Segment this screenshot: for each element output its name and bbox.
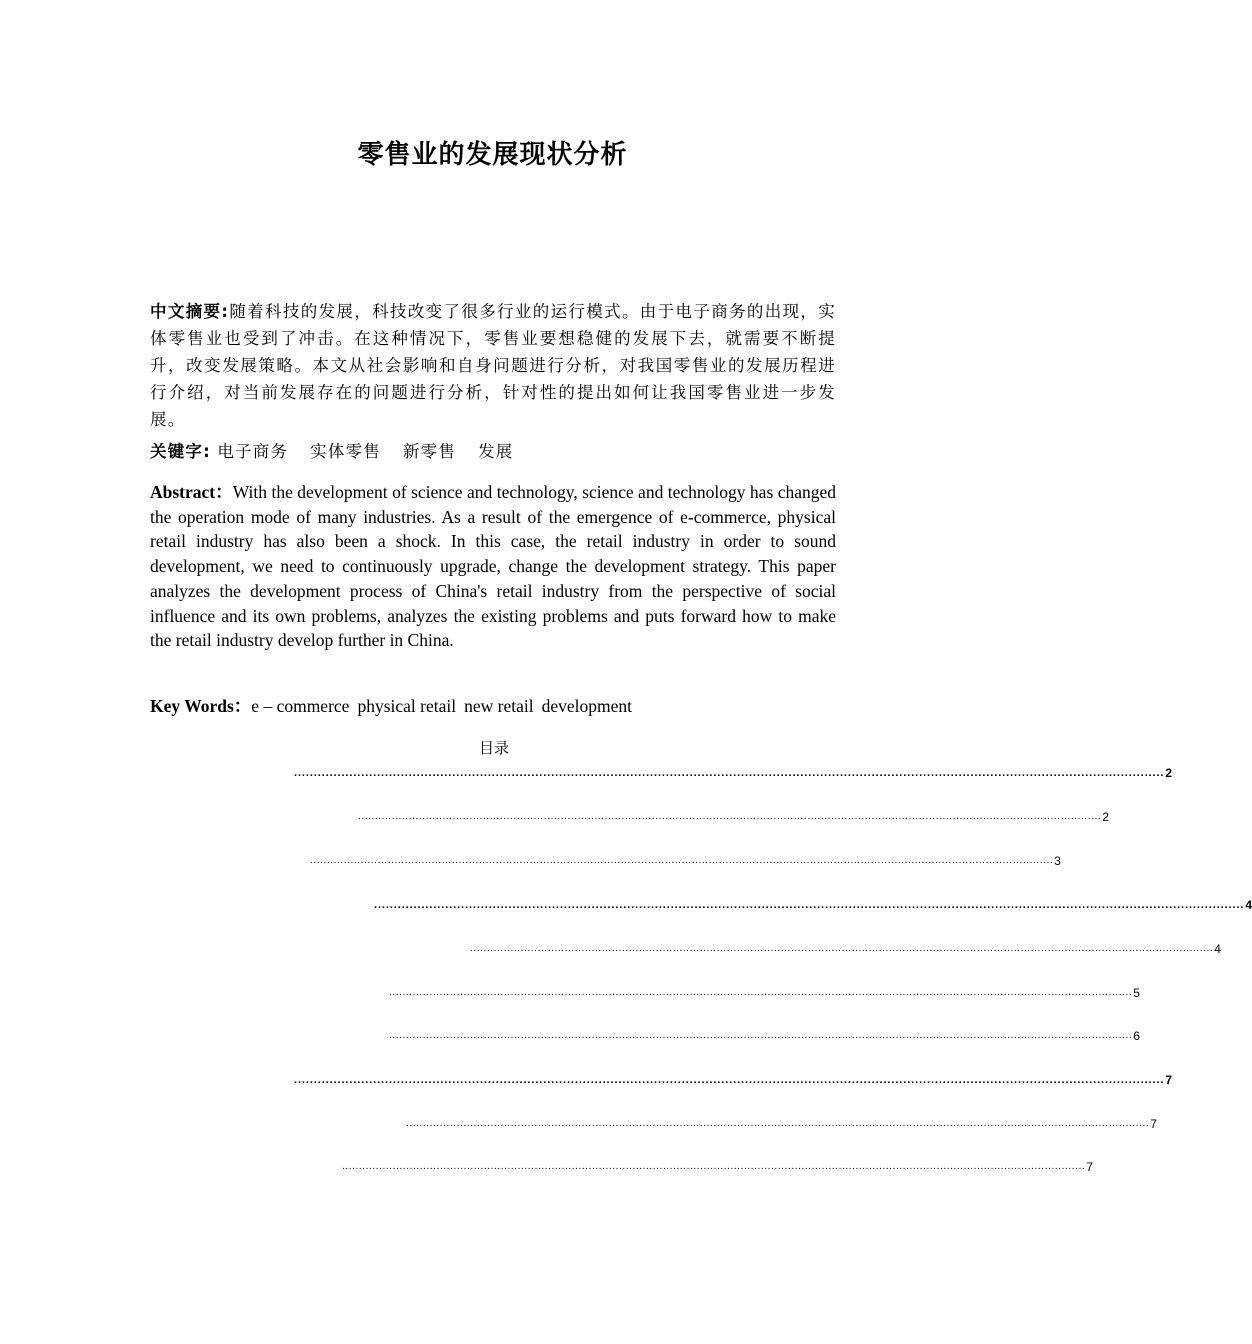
toc-leader-dots: ............................................................................................................................................................................................................................ xyxy=(406,1118,1150,1129)
chinese-keywords xyxy=(150,438,836,465)
toc-leader-dots: ............................................................................................................................................................................................................................ xyxy=(389,1030,1133,1041)
toc-leader-dots: ............................................................................................................................................................................................................................ xyxy=(310,855,1054,866)
toc-entry[interactable] xyxy=(294,1071,1173,1087)
toc-entry[interactable] xyxy=(389,984,1140,1000)
english-abstract xyxy=(150,480,836,653)
english-keyword: physical retail xyxy=(357,696,457,716)
toc-leader-dots: ............................................................................................................................................................................................................................ xyxy=(294,1074,1165,1086)
toc-entry[interactable] xyxy=(358,808,1109,824)
chinese-keyword: 发展 xyxy=(478,442,514,461)
toc-page-number: 2 xyxy=(1165,766,1173,780)
toc-entry[interactable] xyxy=(470,940,1221,956)
toc-leader-dots: ............................................................................................................................................................................................................................ xyxy=(342,1161,1086,1172)
toc-entry[interactable] xyxy=(406,1115,1157,1131)
toc-entry[interactable] xyxy=(310,852,1061,868)
english-keywords-label: Key Words： xyxy=(150,696,252,716)
chinese-abstract-label: 中文摘要: xyxy=(150,302,230,321)
chinese-keyword: 实体零售 xyxy=(310,442,381,461)
toc-page-number: 7 xyxy=(1165,1073,1173,1087)
chinese-keywords-label: 关键字: xyxy=(150,442,211,461)
toc-entry[interactable] xyxy=(294,764,1173,780)
toc-leader-dots: ............................................................................................................................................................................................................................ xyxy=(374,899,1245,911)
toc-page-number: 4 xyxy=(1214,942,1221,956)
toc-page-number: 4 xyxy=(1245,898,1252,912)
toc-entry[interactable] xyxy=(374,896,1252,912)
toc-leader-dots: ............................................................................................................................................................................................................................ xyxy=(294,767,1165,779)
toc-page-number: 2 xyxy=(1102,810,1109,824)
chinese-keyword: 电子商务 xyxy=(217,442,289,461)
toc-leader-dots: ............................................................................................................................................................................................................................ xyxy=(389,987,1133,998)
toc-page-number: 7 xyxy=(1086,1160,1093,1174)
toc-entry[interactable] xyxy=(342,1158,1093,1174)
chinese-abstract xyxy=(150,298,836,433)
page-title: 零售业的发展现状分析 xyxy=(357,140,628,170)
toc-page-number: 7 xyxy=(1150,1117,1157,1131)
english-abstract-label: Abstract： xyxy=(150,482,233,502)
toc-page-number: 6 xyxy=(1133,1029,1140,1043)
toc-page-number: 5 xyxy=(1133,986,1140,1000)
english-abstract-text: With the development of science and technology, science and technology has changed the operation mode of many industries. As a result of the emergence of e-commerce, physical retail industry has also been a shock. In this case, the retail industry in order to sound development, we need to continuously upgrade, change the development strategy. This paper analyzes the development process of China's retail industry from the perspective of social influence and its own problems, analyzes the existing problems and puts forward how to make the retail industry develop further in China. xyxy=(150,482,836,651)
english-keyword: e – commerce xyxy=(251,696,350,716)
toc-heading: 目录 xyxy=(478,739,509,757)
english-keyword: new retail xyxy=(464,696,534,716)
toc-leader-dots: ............................................................................................................................................................................................................................ xyxy=(358,811,1102,822)
english-keywords xyxy=(150,694,836,718)
chinese-keyword: 新零售 xyxy=(402,442,457,461)
toc-page-number: 3 xyxy=(1054,854,1061,868)
toc-leader-dots: ............................................................................................................................................................................................................................ xyxy=(470,943,1214,954)
chinese-abstract-text: 随着科技的发展，科技改变了很多行业的运行模式。由于电子商务的出现，实体零售业也受到了冲击。在这种情况下，零售业要想稳健的发展下去，就需要不断提升，改变发展策略。本文从社会影响和自身问题进行分析，对我国零售业的发展历程进行介绍，对当前发展存在的问题进行分析，针对性的提出如何让我国零售业进一步发展。 xyxy=(150,302,836,429)
english-keyword: development xyxy=(541,696,632,716)
toc-entry[interactable] xyxy=(389,1027,1140,1043)
